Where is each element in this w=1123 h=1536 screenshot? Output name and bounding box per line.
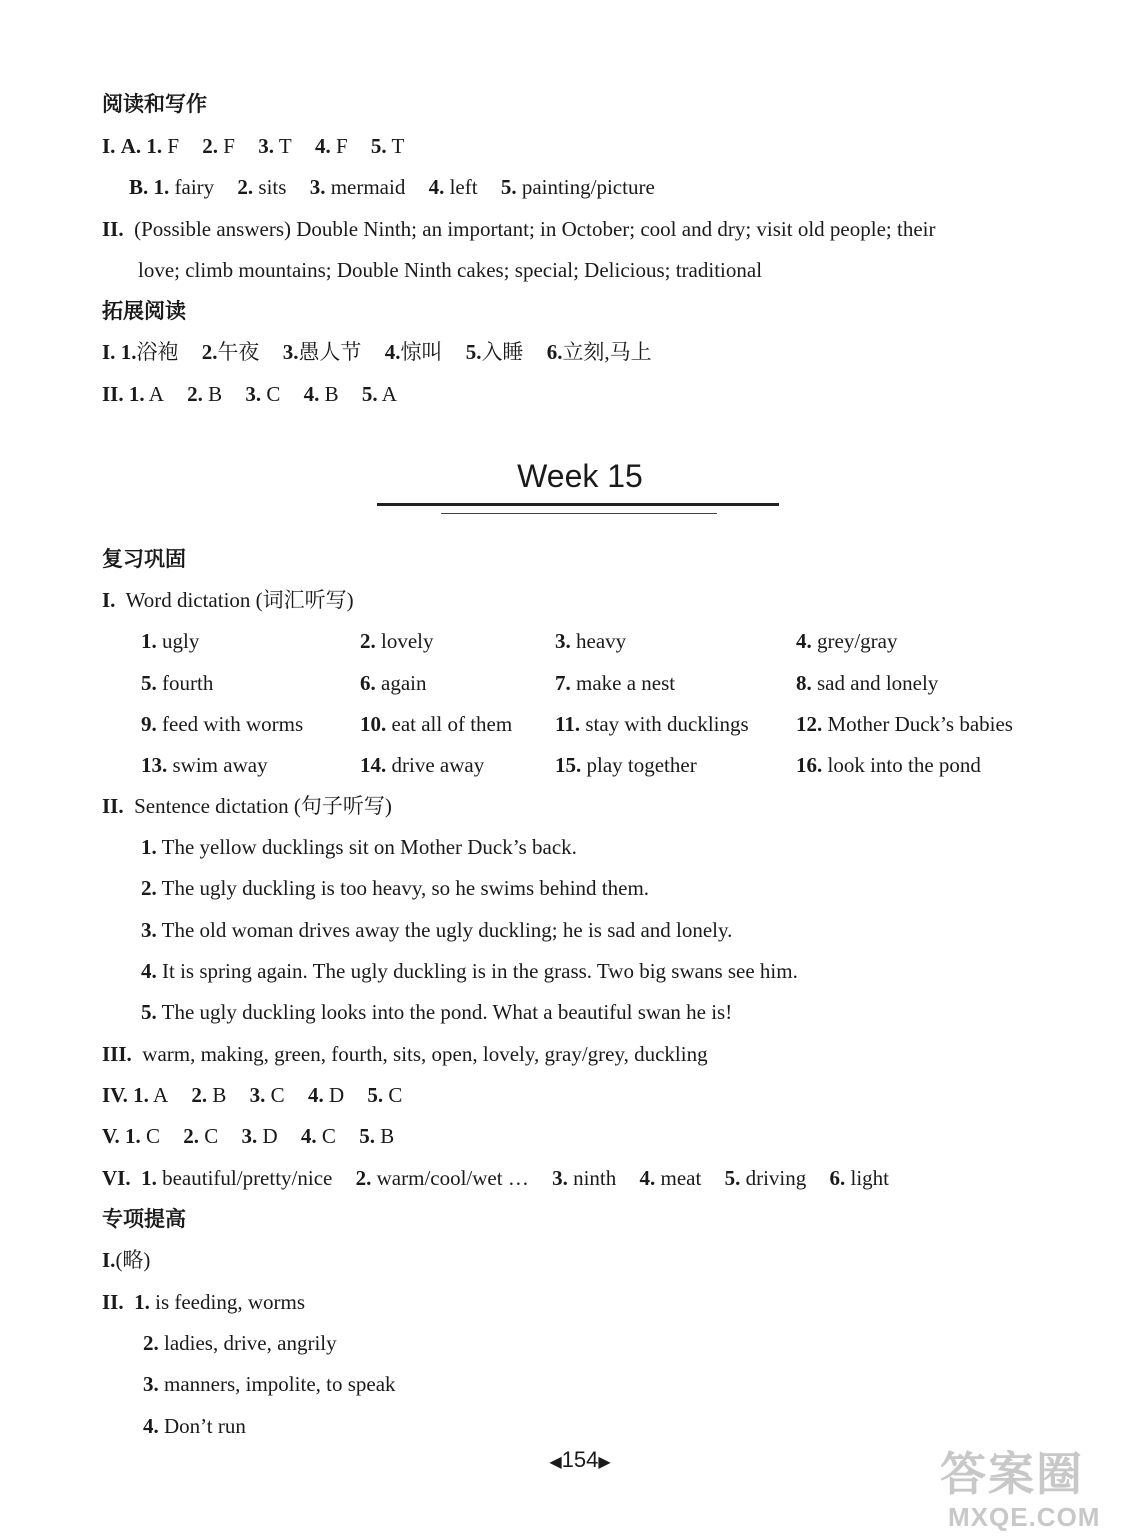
page-number-text: 154 bbox=[561, 1447, 599, 1472]
answer: B bbox=[212, 1083, 227, 1107]
answer-num: 2. bbox=[191, 1083, 208, 1107]
word-item bbox=[141, 628, 199, 654]
answer-num: 1. bbox=[124, 1124, 141, 1148]
word-item bbox=[141, 711, 303, 737]
ext-I-label: I. bbox=[102, 340, 116, 364]
answer: drive away bbox=[391, 753, 485, 777]
answer-num: 5. bbox=[465, 340, 482, 364]
improve-II-item bbox=[143, 1413, 246, 1439]
answer-num: 1. bbox=[128, 382, 145, 406]
improve-I-line bbox=[102, 1247, 150, 1273]
section-heading-improve: 专项提高 bbox=[102, 1207, 186, 1231]
word-item bbox=[360, 711, 512, 737]
answer-num: 3. bbox=[141, 918, 157, 942]
answer-num: 4. bbox=[141, 959, 157, 983]
answer: manners, impolite, to speak bbox=[164, 1372, 396, 1396]
answer-num: 1. bbox=[134, 1290, 150, 1314]
answer: again bbox=[381, 671, 427, 695]
answer-num: 4. bbox=[303, 382, 320, 406]
word-item bbox=[360, 670, 426, 696]
answer-num: 14. bbox=[360, 753, 387, 777]
answer-num: 2. bbox=[237, 175, 254, 199]
answer-num: 5. bbox=[141, 671, 157, 695]
improve-I-text: (略) bbox=[115, 1248, 151, 1272]
sentence-item bbox=[141, 834, 577, 860]
answer-num: 3. bbox=[309, 175, 326, 199]
answer: C bbox=[321, 1124, 336, 1148]
answer: C bbox=[266, 382, 281, 406]
review-VI-line bbox=[102, 1165, 889, 1191]
answer: 惊叫 bbox=[400, 340, 443, 364]
answer: make a nest bbox=[576, 671, 676, 695]
answer-num: 5. bbox=[359, 1124, 375, 1148]
answer: C bbox=[204, 1124, 219, 1148]
answer-num: 5. bbox=[370, 134, 387, 158]
answer-num: 4. bbox=[796, 629, 812, 653]
review-III-line bbox=[102, 1041, 708, 1067]
answer-num: 3. bbox=[241, 1124, 258, 1148]
answer: meat bbox=[660, 1166, 702, 1190]
answer: It is spring again. The ugly duckling is in the grass. Two big swans see him. bbox=[162, 959, 798, 983]
answer: left bbox=[449, 175, 478, 199]
answer-num: 4. bbox=[300, 1124, 317, 1148]
answer: look into the pond bbox=[827, 753, 981, 777]
review-II-label: II. bbox=[102, 794, 124, 818]
watermark-en: MXQE.COM bbox=[948, 1502, 1101, 1532]
answer-num: 4. bbox=[314, 134, 331, 158]
improve-II-line1 bbox=[102, 1289, 305, 1315]
review-I-title: Word dictation (词汇听写) bbox=[125, 588, 354, 612]
answer-num: 1. bbox=[146, 134, 163, 158]
review-III-label: III. bbox=[102, 1042, 132, 1066]
answer-num: 4. bbox=[639, 1166, 656, 1190]
answer: sits bbox=[258, 175, 287, 199]
answer-num: 2. bbox=[360, 629, 376, 653]
answer-num: 3. bbox=[258, 134, 274, 158]
answer: F bbox=[167, 134, 180, 158]
answer-num: 2. bbox=[202, 134, 219, 158]
review-V-label: V. bbox=[102, 1124, 120, 1148]
review-II-title: Sentence dictation (句子听写) bbox=[134, 794, 392, 818]
answer-num: 5. bbox=[724, 1166, 741, 1190]
answer-num: 16. bbox=[796, 753, 823, 777]
rw-I-label: I. bbox=[102, 134, 116, 158]
watermark-cn: 答案圈 bbox=[940, 1448, 1084, 1500]
review-III-text: warm, making, green, fourth, sits, open, lovely, gray/grey, duckling bbox=[142, 1042, 708, 1066]
answer: ninth bbox=[573, 1166, 617, 1190]
rw-II-label: II. bbox=[102, 217, 124, 241]
answer: feed with worms bbox=[162, 712, 304, 736]
rw-IA-label: A. bbox=[120, 134, 142, 158]
answer: light bbox=[850, 1166, 890, 1190]
answer: F bbox=[335, 134, 348, 158]
answer-num: 3. bbox=[143, 1372, 159, 1396]
answer-num: 2. bbox=[141, 876, 157, 900]
word-item bbox=[796, 670, 938, 696]
answer-num: 8. bbox=[796, 671, 812, 695]
answer-num: 4. bbox=[307, 1083, 324, 1107]
title-rule-thin bbox=[441, 513, 717, 514]
word-item bbox=[796, 628, 897, 654]
ext-II-label: II. bbox=[102, 382, 124, 406]
section-heading-reading-writing: 阅读和写作 bbox=[102, 92, 207, 116]
triangle-right-icon: ▶ bbox=[598, 1454, 611, 1471]
word-item bbox=[555, 711, 749, 737]
answer: A bbox=[152, 1083, 169, 1107]
answer: The yellow ducklings sit on Mother Duck’s back. bbox=[161, 835, 577, 859]
review-I-label: I. bbox=[102, 588, 116, 612]
answer-num: 4. bbox=[428, 175, 445, 199]
answer-num: 4. bbox=[143, 1414, 159, 1438]
word-item bbox=[141, 752, 268, 778]
answer-num: 5. bbox=[500, 175, 517, 199]
answer: F bbox=[223, 134, 235, 158]
answer: C bbox=[388, 1083, 403, 1107]
improve-I-label: I. bbox=[102, 1248, 116, 1272]
triangle-left-icon: ◀ bbox=[549, 1454, 562, 1471]
rw-I-B-line bbox=[129, 174, 655, 200]
answer: 午夜 bbox=[217, 340, 260, 364]
review-I-title-line bbox=[102, 587, 354, 613]
improve-II-item bbox=[143, 1330, 337, 1356]
answer: B bbox=[324, 382, 339, 406]
answer-num: 1. bbox=[120, 340, 137, 364]
rw-II-text-2: love; climb mountains; Double Ninth cakes; special; Delicious; traditional bbox=[138, 258, 763, 282]
answer: 浴袍 bbox=[136, 340, 179, 364]
answer: mermaid bbox=[330, 175, 406, 199]
improve-II-label: II. bbox=[102, 1290, 124, 1314]
improve-II-item bbox=[143, 1371, 396, 1397]
answer-num: 3. bbox=[552, 1166, 568, 1190]
answer: is feeding, worms bbox=[155, 1290, 306, 1314]
answer: sad and lonely bbox=[817, 671, 939, 695]
answer: The ugly duckling looks into the pond. What a beautiful swan he is! bbox=[161, 1000, 733, 1024]
review-V-line bbox=[102, 1123, 394, 1149]
sentence-item bbox=[141, 917, 732, 943]
answer-num: 6. bbox=[829, 1166, 846, 1190]
answer: B bbox=[208, 382, 223, 406]
review-VI-label: VI. bbox=[102, 1166, 131, 1190]
answer: The old woman drives away the ugly duckling; he is sad and lonely. bbox=[161, 918, 733, 942]
answer-num: 9. bbox=[141, 712, 157, 736]
answer: Mother Duck’s babies bbox=[827, 712, 1013, 736]
section-heading-ext-reading: 拓展阅读 bbox=[102, 299, 186, 323]
answer-num: 6. bbox=[546, 340, 563, 364]
answer: play together bbox=[586, 753, 697, 777]
answer: Don’t run bbox=[164, 1414, 246, 1438]
answer: driving bbox=[745, 1166, 807, 1190]
answer-num: 10. bbox=[360, 712, 387, 736]
rw-II-line1 bbox=[102, 216, 935, 242]
answer: warm/cool/wet … bbox=[376, 1166, 529, 1190]
answer: 入睡 bbox=[481, 340, 524, 364]
answer: painting/picture bbox=[521, 175, 655, 199]
answer: ladies, drive, angrily bbox=[164, 1331, 337, 1355]
answer-num: 5. bbox=[361, 382, 378, 406]
answer: fourth bbox=[162, 671, 214, 695]
review-IV-label: IV. bbox=[102, 1083, 128, 1107]
answer: C bbox=[145, 1124, 160, 1148]
answer-num: 2. bbox=[187, 382, 203, 406]
answer-num: 6. bbox=[360, 671, 376, 695]
rw-II-text-1: (Possible answers) Double Ninth; an important; in October; cool and dry; visit old people; their bbox=[134, 217, 936, 241]
review-II-title-line bbox=[102, 793, 392, 819]
word-item bbox=[360, 752, 484, 778]
word-item bbox=[360, 628, 434, 654]
answer-num: 2. bbox=[201, 340, 218, 364]
answer: stay with ducklings bbox=[585, 712, 749, 736]
answer: The ugly duckling is too heavy, so he swims behind them. bbox=[161, 876, 650, 900]
answer: D bbox=[262, 1124, 278, 1148]
answer-num: 1. bbox=[133, 1083, 149, 1107]
answer-num: 12. bbox=[796, 712, 823, 736]
rw-I-A-line bbox=[102, 133, 404, 159]
answer: T bbox=[278, 134, 292, 158]
word-item bbox=[141, 670, 213, 696]
answer: heavy bbox=[576, 629, 627, 653]
word-item bbox=[796, 752, 981, 778]
sentence-item bbox=[141, 958, 798, 984]
answer: D bbox=[328, 1083, 345, 1107]
word-item bbox=[555, 628, 626, 654]
answer-num: 5. bbox=[141, 1000, 157, 1024]
answer-num: 3. bbox=[282, 340, 299, 364]
answer: 愚人节 bbox=[298, 340, 362, 364]
answer: B bbox=[380, 1124, 395, 1148]
title-rule-thick bbox=[377, 503, 779, 506]
sentence-item bbox=[141, 875, 649, 901]
word-item bbox=[555, 752, 697, 778]
answer-num: 1. bbox=[141, 629, 157, 653]
answer-num: 2. bbox=[183, 1124, 199, 1148]
ext-I-line bbox=[102, 339, 652, 365]
answer-num: 4. bbox=[384, 340, 401, 364]
watermark bbox=[930, 1448, 1120, 1534]
answer: lovely bbox=[381, 629, 434, 653]
answer-num: 1. bbox=[153, 175, 170, 199]
answer-num: 2. bbox=[355, 1166, 372, 1190]
answer-num: 11. bbox=[555, 712, 581, 736]
review-IV-line bbox=[102, 1082, 402, 1108]
answer: ugly bbox=[162, 629, 200, 653]
answer-num: 3. bbox=[249, 1083, 266, 1107]
rw-IB-label: B. bbox=[129, 175, 149, 199]
answer: beautiful/pretty/nice bbox=[162, 1166, 333, 1190]
answer-num: 1. bbox=[141, 835, 157, 859]
answer: 立刻,马上 bbox=[562, 340, 652, 364]
answer-num: 13. bbox=[141, 753, 168, 777]
week-title: Week 15 bbox=[517, 458, 643, 494]
answer-num: 5. bbox=[367, 1083, 384, 1107]
sentence-item bbox=[141, 999, 732, 1025]
section-heading-review: 复习巩固 bbox=[102, 547, 186, 571]
answer-num: 7. bbox=[555, 671, 571, 695]
answer-num: 1. bbox=[141, 1166, 157, 1190]
answer-num: 3. bbox=[245, 382, 262, 406]
answer-num: 3. bbox=[555, 629, 571, 653]
word-item bbox=[555, 670, 675, 696]
answer: A bbox=[148, 382, 164, 406]
answer: T bbox=[391, 134, 405, 158]
answer-num: 2. bbox=[143, 1331, 159, 1355]
answer: fairy bbox=[174, 175, 215, 199]
ext-II-line bbox=[102, 381, 397, 407]
word-item bbox=[796, 711, 1013, 737]
answer: eat all of them bbox=[391, 712, 513, 736]
answer: grey/gray bbox=[817, 629, 898, 653]
answer-num: 15. bbox=[555, 753, 582, 777]
answer: swim away bbox=[172, 753, 268, 777]
answer: A bbox=[381, 382, 397, 406]
answer: C bbox=[270, 1083, 285, 1107]
